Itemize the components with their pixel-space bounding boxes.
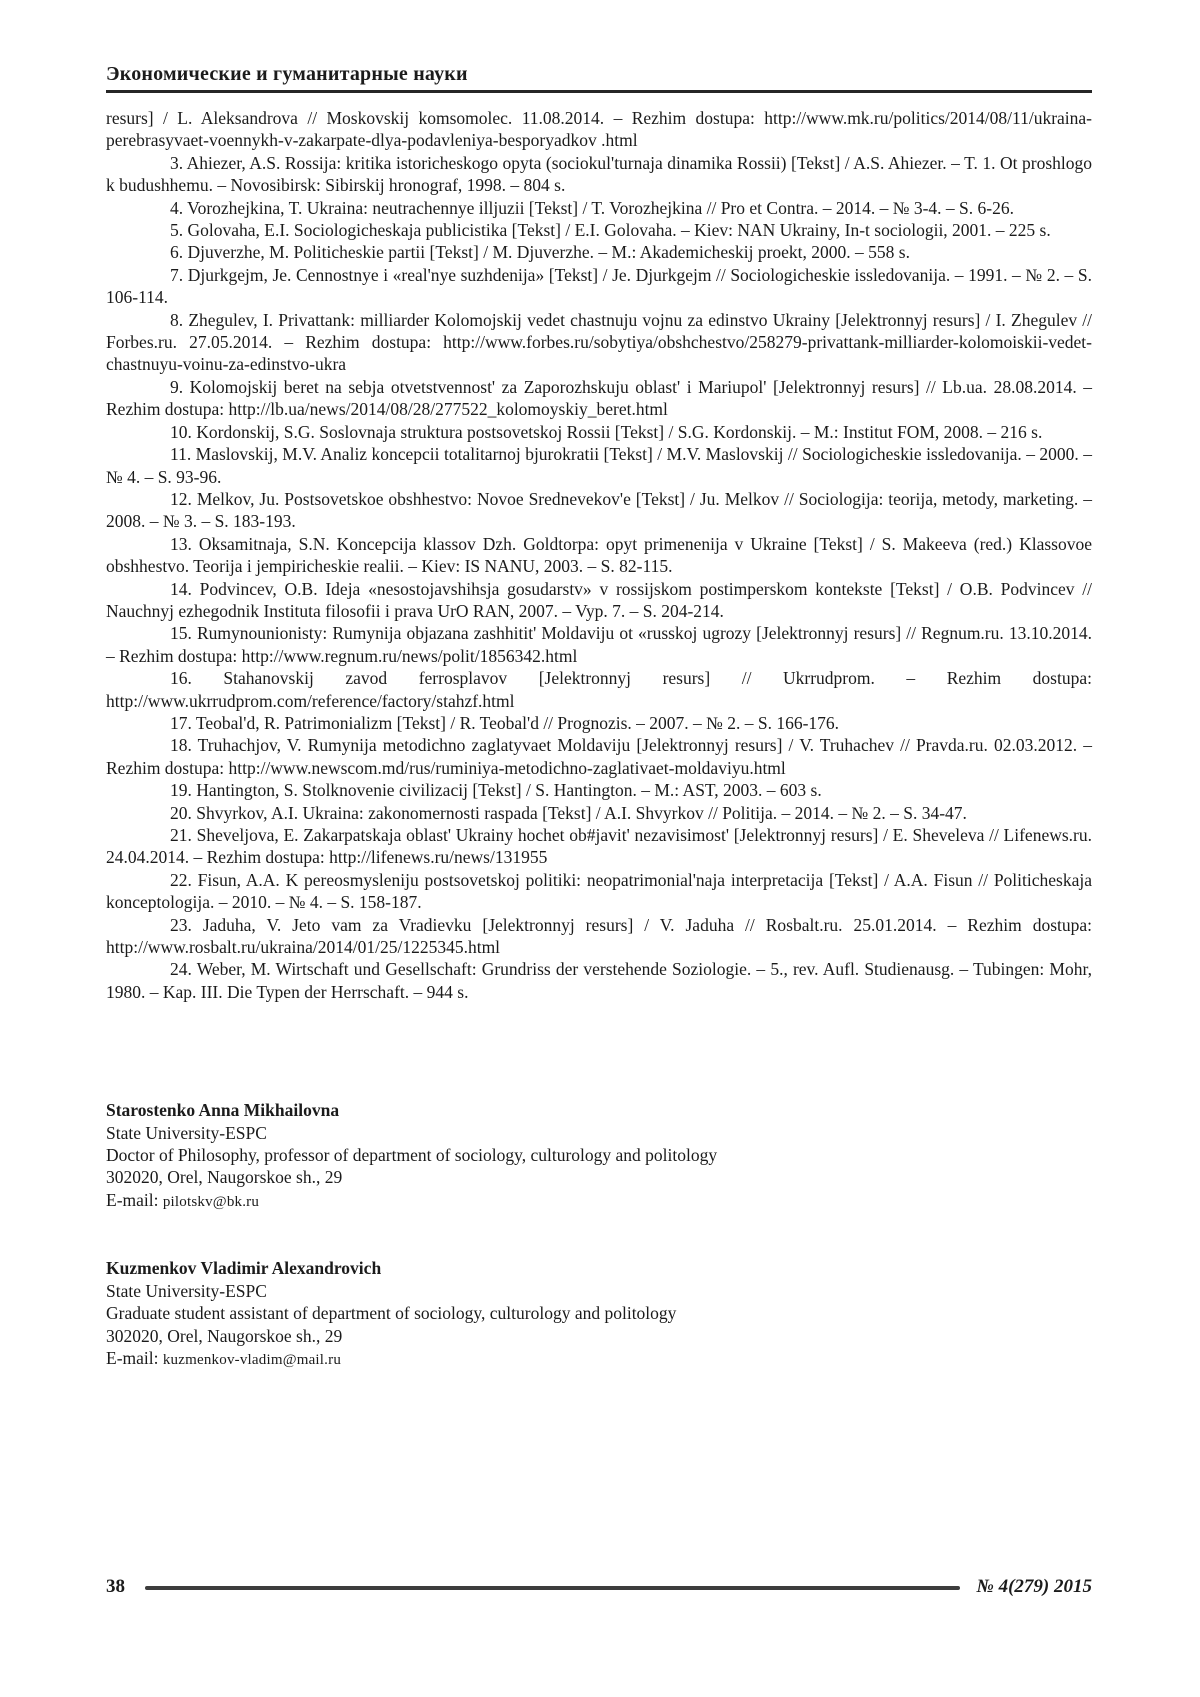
- author-address: 302020, Orel, Naugorskoe sh., 29: [106, 1325, 343, 1346]
- issue-label: № 4(279) 2015: [976, 1576, 1092, 1597]
- reference-item-16: 16. Stahanovskij zavod ferrosplavov [Jelektronnyj resurs] // Ukrrudprom. – Rezhim dostupa: http://www.ukrrudprom.com/reference/factory/stahzf.html: [106, 668, 1092, 711]
- reference-item-22: 22. Fisun, A.A. K pereosmysleniju postsovetskoj politiki: neopatrimonial'naja interpretacija [Tekst] / A.A. Fisun // Politicheskaja konceptologija. – 2010. – № 4. – S. 158-187.: [106, 869, 1092, 913]
- author-position: Doctor of Philosophy, professor of department of sociology, culturology and politology: [106, 1145, 718, 1166]
- reference-item-13: 13. Oksamitnaja, S.N. Koncepcija klassov Dzh. Goldtorpa: opyt primenenija v Ukraine [Tekst] / S. Makeeva (red.) Klassovoe obshhestvo. Teorija i jempiricheskie realii. – Kiev: IS NANU, 2003. – S. 82-115.: [106, 533, 1092, 577]
- email-label: E-mail:: [106, 1347, 159, 1368]
- reference-item-8: 8. Zhegulev, I. Privattank: milliarder Kolomojskij vedet chastnuju vojnu za edinstvo Ukrainy [Jelektronnyj resurs] / I. Zhegulev // Forbes.ru. 27.05.2014. – Rezhim dostupa: http://www.forbes.ru/sobytiya/obshchestvo/258279-privattank-milliarder-kolomoiskii-vedet-chastnuyu-voinu-za-edinstvo-ukra: [106, 309, 1092, 375]
- reference-item-7: 7. Djurkgejm, Je. Cennostnye i «real'nye suzhdenija» [Tekst] / Je. Djurkgejm // Sociologicheskie issledovanija. – 1991. – № 2. – S. 106-114.: [106, 264, 1092, 308]
- reference-item-12: 12. Melkov, Ju. Postsovetskoe obshhestvo: Novoe Srednevekov'e [Tekst] / Ju. Melkov // Sociologija: teorija, metody, marketing. – 2008. – № 3. – S. 183-193.: [106, 488, 1092, 532]
- author-block-kuzmenkov: [106, 1257, 1092, 1371]
- email-address: pilotskv@bk.ru: [162, 1193, 260, 1210]
- reference-item-6: 6. Djuverzhe, M. Politicheskie partii [Tekst] / M. Djuverzhe. – M.: Akademicheskij proekt, 2000. – 558 s.: [170, 242, 910, 263]
- page-number: 38: [106, 1576, 125, 1597]
- reference-item-17: 17. Teobal'd, R. Patrimonializm [Tekst] / R. Teobal'd // Prognozis. – 2007. – № 2. – S. 166-176.: [170, 712, 840, 733]
- reference-item-23: 23. Jaduha, V. Jeto vam za Vradievku [Jelektronnyj resurs] / V. Jaduha // Rosbalt.ru. 25.01.2014. – Rezhim dostupa: http://www.rosbalt.ru/ukraina/2014/01/25/1225345.html: [106, 914, 1092, 958]
- reference-item-15: 15. Rumynounionisty: Rumynija objazana zashhitit' Moldaviju ot «russkoj ugrozy [Jelektronnyj resurs] // Regnum.ru. 13.10.2014. – Rezhim dostupa: http://www.regnum.ru/news/polit/1856342.html: [106, 623, 1092, 666]
- section-title: Экономические и гуманитарные науки: [106, 60, 1092, 93]
- reference-item-18: 18. Truhachjov, V. Rumynija metodichno zaglatyvaet Moldaviju [Jelektronnyj resurs] / V. Truhachev // Pravda.ru. 02.03.2012. – Rezhim dostupa: http://www.newscom.md/rus/ruminiya-metodichno-zaglativaet-moldaviyu.html: [106, 735, 1092, 778]
- reference-item-3: 3. Ahiezer, A.S. Rossija: kritika istoricheskogo opyta (sociokul'turnaja dinamika Rossii) [Tekst] / A.S. Ahiezer. – T. 1. Ot proshlogo k budushhemu. – Novosibirsk: Sibirskij hronograf, 1998. – 804 s.: [106, 152, 1092, 196]
- references-list: [106, 107, 1092, 1003]
- reference-item-14: 14. Podvincev, O.B. Ideja «nesostojavshihsja gosudarstv» v rossijskom postimperskom kontekste [Tekst] / O.B. Podvincev // Nauchnyj ezhegodnik Instituta filosofii i prava UrO RAN, 2007. – Vyp. 7. – S. 204-214.: [106, 578, 1092, 621]
- page-header: [106, 0, 1092, 93]
- reference-item-20: 20. Shvyrkov, A.I. Ukraina: zakonomernosti raspada [Tekst] / A.I. Shvyrkov // Politija. – 2014. – № 2. – S. 34-47.: [170, 802, 967, 823]
- reference-item-10: 10. Kordonskij, S.G. Soslovnaja struktura postsovetskoj Rossii [Tekst] / S.G. Kordonskij. – M.: Institut FOM, 2008. – 216 s.: [170, 421, 1043, 442]
- author-email-line: [106, 1189, 1092, 1213]
- email-address: kuzmenkov-vladim@mail.ru: [162, 1351, 342, 1368]
- author-name: Starostenko Anna Mikhailovna: [106, 1100, 340, 1121]
- footer-rule: [145, 1586, 960, 1590]
- reference-item-5: 5. Golovaha, E.I. Sociologicheskaja publicistika [Tekst] / E.I. Golovaha. – Kiev: NAN Ukrainy, In-t sociologii, 2001. – 225 s.: [170, 220, 1051, 241]
- author-affiliation: State University-ESPC: [106, 1122, 267, 1143]
- page-footer: [106, 1576, 1092, 1598]
- reference-item-9: 9. Kolomojskij beret na sebja otvetstvennost' za Zaporozhskuju oblast' i Mariupol' [Jelektronnyj resurs] // Lb.ua. 28.08.2014. – Rezhim dostupa: http://lb.ua/news/2014/08/28/277522_kolomoyskiy_beret.html: [106, 376, 1092, 420]
- reference-continuation: resurs] / L. Aleksandrova // Moskovskij komsomolec. 11.08.2014. – Rezhim dostupa: http://www.mk.ru/politics/2014/08/11/ukraina-perebrasyvaet-voennykh-v-zakarpate-dlya-podavleniya-besporyadkov .html: [106, 108, 1092, 151]
- reference-item-24: 24. Weber, M. Wirtschaft und Gesellschaft: Grundriss der verstehende Soziologie. – 5., rev. Aufl. Studienausg. – Tubingen: Mohr, 1980. – Kap. III. Die Typen der Herrschaft. – 944 s.: [106, 959, 1092, 1002]
- author-email-line: [106, 1347, 1092, 1371]
- author-block-starostenko: [106, 1099, 1092, 1213]
- reference-item-19: 19. Hantington, S. Stolknovenie civilizacij [Tekst] / S. Hantington. – M.: AST, 2003. – 603 s.: [170, 780, 822, 801]
- author-position: Graduate student assistant of department of sociology, culturology and politology: [106, 1303, 677, 1324]
- author-address: 302020, Orel, Naugorskoe sh., 29: [106, 1167, 343, 1188]
- email-label: E-mail:: [106, 1189, 159, 1210]
- reference-item-21: 21. Sheveljova, E. Zakarpatskaja oblast' Ukrainy hochet ob#javit' nezavisimost' [Jelektronnyj resurs] / E. Sheveleva // Lifenews.ru. 24.04.2014. – Rezhim dostupa: http://lifenews.ru/news/131955: [106, 825, 1092, 868]
- reference-item-11: 11. Maslovskij, M.V. Analiz koncepcii totalitarnoj bjurokratii [Tekst] / M.V. Maslovskij // Sociologicheskie issledovanija. – 2000. – № 4. – S. 93-96.: [106, 444, 1092, 487]
- author-affiliation: State University-ESPC: [106, 1280, 267, 1301]
- author-name: Kuzmenkov Vladimir Alexandrovich: [106, 1258, 382, 1279]
- reference-item-4: 4. Vorozhejkina, T. Ukraina: neutrachennye illjuzii [Tekst] / T. Vorozhejkina // Pro et Contra. – 2014. – № 3-4. – S. 6-26.: [170, 197, 1014, 218]
